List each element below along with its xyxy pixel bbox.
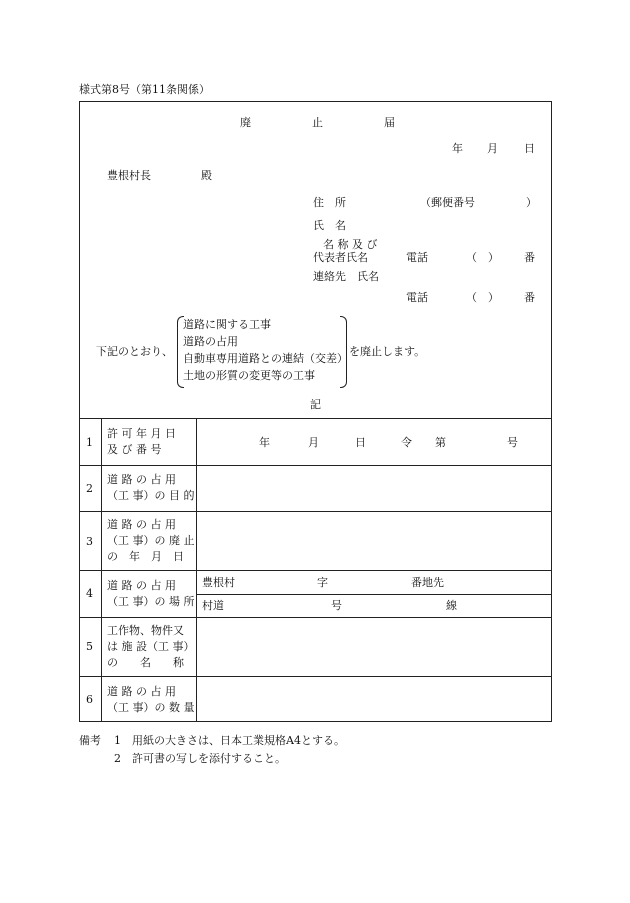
title-char-1: 廃	[240, 116, 251, 129]
title-char-2: 止	[312, 116, 323, 129]
notes-label: 備考	[79, 734, 101, 747]
phone-area-1: （ ）	[466, 251, 499, 264]
row-2-number: 2	[86, 482, 93, 495]
row4-village-road: 村道	[202, 599, 224, 612]
row4-banchi: 番地先	[411, 576, 444, 589]
form-number: 様式第8号（第11条関係）	[79, 83, 210, 96]
postal-code-label: （郵便番号	[420, 196, 475, 209]
row-4-number: 4	[86, 587, 93, 600]
row1-rei: 令	[401, 436, 412, 449]
row-divider-4	[79, 617, 552, 618]
row-divider-3	[79, 570, 552, 571]
row1-year-unit: 年	[259, 436, 270, 449]
table-top-line	[79, 418, 552, 419]
representative-label: 代表者氏名	[313, 251, 368, 264]
row-divider-1	[79, 465, 552, 466]
row-divider-2	[79, 511, 552, 512]
date-day-label: 日	[524, 142, 535, 155]
row1-month-unit: 月	[308, 436, 319, 449]
row-3-number: 3	[86, 535, 93, 548]
title-char-3: 届	[384, 116, 395, 129]
phone-label-1: 電話	[406, 251, 428, 264]
corp-name-label: 名 称 及 び	[323, 238, 378, 251]
addressee-name: 豊根村長	[107, 169, 151, 182]
phone-suffix-2: 番	[524, 291, 535, 304]
row-1-label: 許 可 年 月 日 及 び 番 号	[107, 427, 176, 456]
note-2-number: 2	[114, 752, 121, 765]
phone-area-2: （ ）	[466, 291, 499, 304]
row-6-label: 道 路 の 占 用 （工 事）の 数 量	[107, 685, 195, 714]
row4-village: 豊根村	[202, 576, 235, 589]
row-divider-5	[79, 676, 552, 677]
ki-heading: 記	[310, 398, 321, 411]
row1-go: 号	[507, 436, 518, 449]
address-label: 住 所	[313, 196, 346, 209]
name-label: 氏 名	[313, 219, 346, 232]
date-month-label: 月	[487, 142, 498, 155]
option-road-occupancy: 道路の占用	[183, 335, 238, 348]
num-column-line	[101, 418, 102, 722]
row4-road-number: 号	[331, 599, 342, 612]
phone-label-2: 電話	[406, 291, 428, 304]
row-5-number: 5	[86, 640, 93, 653]
intro-text: 下記のとおり、	[96, 345, 173, 358]
label-column-line	[196, 418, 197, 722]
option-road-work: 道路に関する工事	[183, 318, 271, 331]
row1-day-unit: 日	[355, 436, 366, 449]
row-6-number: 6	[86, 693, 93, 706]
note-2-text: 許可書の写しを添付すること。	[132, 752, 286, 765]
row-3-label: 道 路 の 占 用 （工 事）の 廃 止 の 年 月 日	[107, 518, 195, 563]
postal-code-close: ）	[526, 196, 537, 209]
contact-label: 連絡先 氏名	[313, 270, 379, 283]
row4-inner-divider	[196, 594, 552, 595]
addressee-honorific: 殿	[201, 169, 212, 182]
abolish-suffix: を廃止します。	[349, 345, 426, 358]
row-1-number: 1	[86, 436, 93, 449]
row-2-label: 道 路 の 占 用 （工 事）の 目 的	[107, 473, 195, 502]
option-land-alteration: 土地の形質の変更等の工事	[183, 369, 315, 382]
note-1-number: 1	[114, 734, 121, 747]
row4-line: 線	[446, 599, 457, 612]
date-year-label: 年	[452, 142, 463, 155]
row-4-label: 道 路 の 占 用 （工 事）の 場 所	[107, 579, 195, 608]
row1-dai: 第	[435, 436, 446, 449]
row4-aza: 字	[317, 576, 328, 589]
option-expressway-link: 自動車専用道路との連結（交差）	[183, 352, 348, 365]
row-5-label: 工作物、物件又 は 施 設（工 事） の 名 称	[107, 624, 195, 669]
phone-suffix-1: 番	[524, 251, 535, 264]
note-1-text: 用紙の大きさは、日本工業規格A4とする。	[132, 734, 345, 747]
